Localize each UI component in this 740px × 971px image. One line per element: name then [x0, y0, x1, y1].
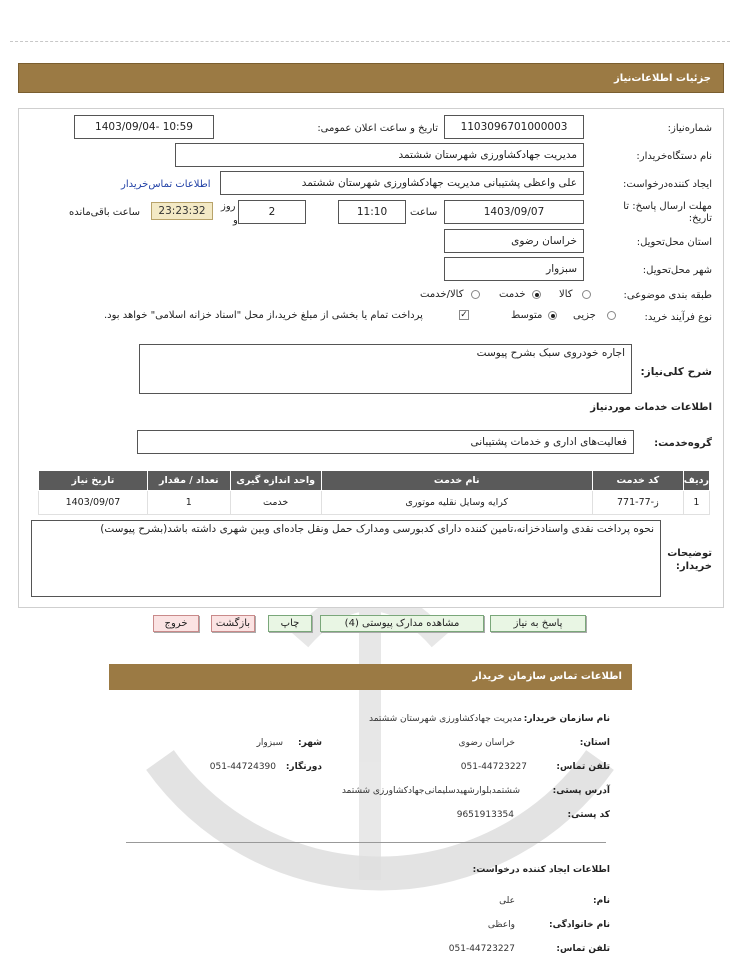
contact-address-label: آدرس پستی: [552, 786, 610, 796]
creator-field: علی واعظی پشتیبانی مدیریت جهادکشاورزی شهرستان ششتمد [220, 171, 584, 195]
category-label: طبقه بندی موضوعی: [623, 290, 712, 301]
contact-title-bar [109, 664, 632, 690]
services-table [38, 470, 710, 515]
contact-org-value: مدیریت جهادکشاورزی شهرستان ششتمد [368, 714, 522, 724]
creator-family-value: واعظی [487, 920, 515, 930]
reply-button[interactable]: پاسخ به نیاز [490, 615, 586, 632]
process-radio-medium[interactable] [548, 311, 557, 320]
deadline-date-field: 1403/09/07 [444, 200, 584, 224]
city-field: سبزوار [444, 257, 584, 281]
category-option-both: کالا/خدمت [420, 289, 464, 300]
deadline-time-field: 11:10 [338, 200, 406, 224]
cell-need-date: 1403/09/07 [39, 491, 148, 515]
col-name-header: نام خدمت [321, 471, 592, 491]
col-qty-header: تعداد / مقدار [147, 471, 230, 491]
category-radio-goods[interactable] [582, 290, 591, 299]
process-option-minor: جزیی [573, 310, 596, 321]
cell-service-name: کرایه وسایل نقلیه موتوری [321, 491, 592, 515]
process-option-medium: متوسط [511, 310, 543, 321]
announce-datetime-field: 1403/09/04- 10:59 [74, 115, 214, 139]
contact-phone-label: تلفن تماس: [556, 762, 610, 772]
contact-org-label: نام سازمان خریدار: [523, 714, 610, 724]
page-title-bar [18, 63, 724, 93]
col-unit-header: واحد اندازه گیری [230, 471, 321, 491]
category-radio-both[interactable] [471, 290, 480, 299]
service-group-field: فعالیت‌های اداری و خدمات پشتیبانی [137, 430, 634, 454]
creator-name-value: علی [499, 896, 515, 906]
contact-city-value: سبزوار [256, 738, 283, 748]
need-number-field: 1103096701000003 [444, 115, 584, 139]
province-field: خراسان رضوی [444, 229, 584, 253]
process-radio-minor[interactable] [607, 311, 616, 320]
buyer-notes-label-2: خریدار: [675, 561, 712, 572]
contact-postal-label: کد پستی: [567, 810, 610, 820]
contact-city-label: شهر: [298, 738, 322, 748]
announce-datetime-label: تاریخ و ساعت اعلان عمومی: [317, 123, 438, 134]
category-option-service: خدمت [499, 289, 526, 300]
cell-quantity: 1 [147, 491, 230, 515]
service-group-label: گروه‌خدمت: [654, 438, 712, 449]
cell-unit: خدمت [230, 491, 321, 515]
process-type-label: نوع فرآیند خرید: [644, 312, 712, 323]
table-row [39, 491, 710, 515]
contact-fax-value: 051-44724390 [209, 762, 276, 772]
contact-postal-value: 9651913354 [456, 810, 514, 820]
need-description-label: شرح کلی‌نیاز: [640, 366, 712, 378]
contact-phone-value: 051-44723227 [460, 762, 527, 772]
province-label: استان محل‌تحویل: [636, 237, 712, 248]
col-date-header: تاریخ نیاز [39, 471, 148, 491]
col-row-header: ردیف [683, 471, 709, 491]
contact-divider [126, 842, 606, 843]
deadline-days-label: روز [221, 201, 236, 212]
services-table-header [39, 471, 710, 491]
buyer-org-field: مدیریت جهادکشاورزی شهرستان ششتمد [175, 143, 584, 167]
deadline-days-suffix: و [233, 215, 238, 226]
treasury-payment-note: پرداخت تمام یا بخشی از مبلغ خرید،از محل "اسناد خزانه اسلامی" خواهد بود. [104, 310, 423, 321]
creator-label: ایجاد کننده‌درخواست: [623, 179, 712, 190]
creator-family-label: نام خانوادگی: [548, 920, 610, 930]
deadline-label: مهلت ارسال پاسخ: تا [623, 201, 712, 212]
need-number-label: شماره‌نیاز: [667, 123, 712, 134]
deadline-label-date: تاریخ: [688, 213, 712, 224]
buyer-notes-label: توضیحات [667, 548, 712, 559]
exit-button[interactable]: خروج [153, 615, 199, 632]
contact-fax-label: دورنگار: [285, 762, 322, 772]
services-heading: اطلاعات خدمات موردنیاز [590, 402, 712, 413]
remaining-time-label: ساعت باقی‌مانده [69, 207, 141, 218]
back-button[interactable]: بازگشت [211, 615, 255, 632]
contact-province-value: خراسان رضوی [458, 738, 515, 748]
col-code-header: کد خدمت [592, 471, 683, 491]
cell-row-number: 1 [683, 491, 709, 515]
deadline-days-field: 2 [238, 200, 306, 224]
remaining-time-counter: 23:23:32 [151, 202, 213, 220]
cell-service-code: ز-77-771 [592, 491, 683, 515]
creator-phone-label: تلفن تماس: [556, 944, 610, 954]
print-button[interactable]: چاپ [268, 615, 312, 632]
buyer-contact-link[interactable]: اطلاعات تماس‌خریدار [121, 179, 211, 190]
category-radio-service[interactable] [532, 290, 541, 299]
creator-phone-value: 051-44723227 [448, 944, 515, 954]
creator-info-heading: اطلاعات ایجاد کننده درخواست: [472, 865, 610, 875]
city-label: شهر محل‌تحویل: [642, 265, 712, 276]
page-title: جزئیات اطلاعات‌نیاز [614, 73, 711, 84]
contact-address-value: ششتمدبلوارشهیدسلیمانی‌جهادکشاورزی ششتمد [341, 786, 520, 796]
category-option-goods: کالا [559, 289, 573, 300]
buyer-notes-box: نحوه پرداخت نقدی واسنادخزانه،تامین کننده دارای کدبورسی ومدارک حمل ونقل جاده‌ای وبین شهری داشته باشد(بشرح پیوست) [31, 520, 661, 597]
need-description-box: اجاره خودروی سبک بشرح پیوست [139, 344, 632, 394]
buyer-org-label: نام دستگاه‌خریدار: [636, 151, 712, 162]
contact-title: اطلاعات تماس سازمان خریدار [472, 671, 622, 682]
creator-name-label: نام: [593, 896, 610, 906]
contact-province-label: استان: [579, 738, 610, 748]
top-divider [10, 41, 730, 42]
treasury-payment-checkbox[interactable]: ✓ [460, 310, 468, 320]
view-attachments-button[interactable]: مشاهده مدارک پیوستی (4) [320, 615, 484, 632]
deadline-time-label: ساعت [410, 207, 438, 218]
